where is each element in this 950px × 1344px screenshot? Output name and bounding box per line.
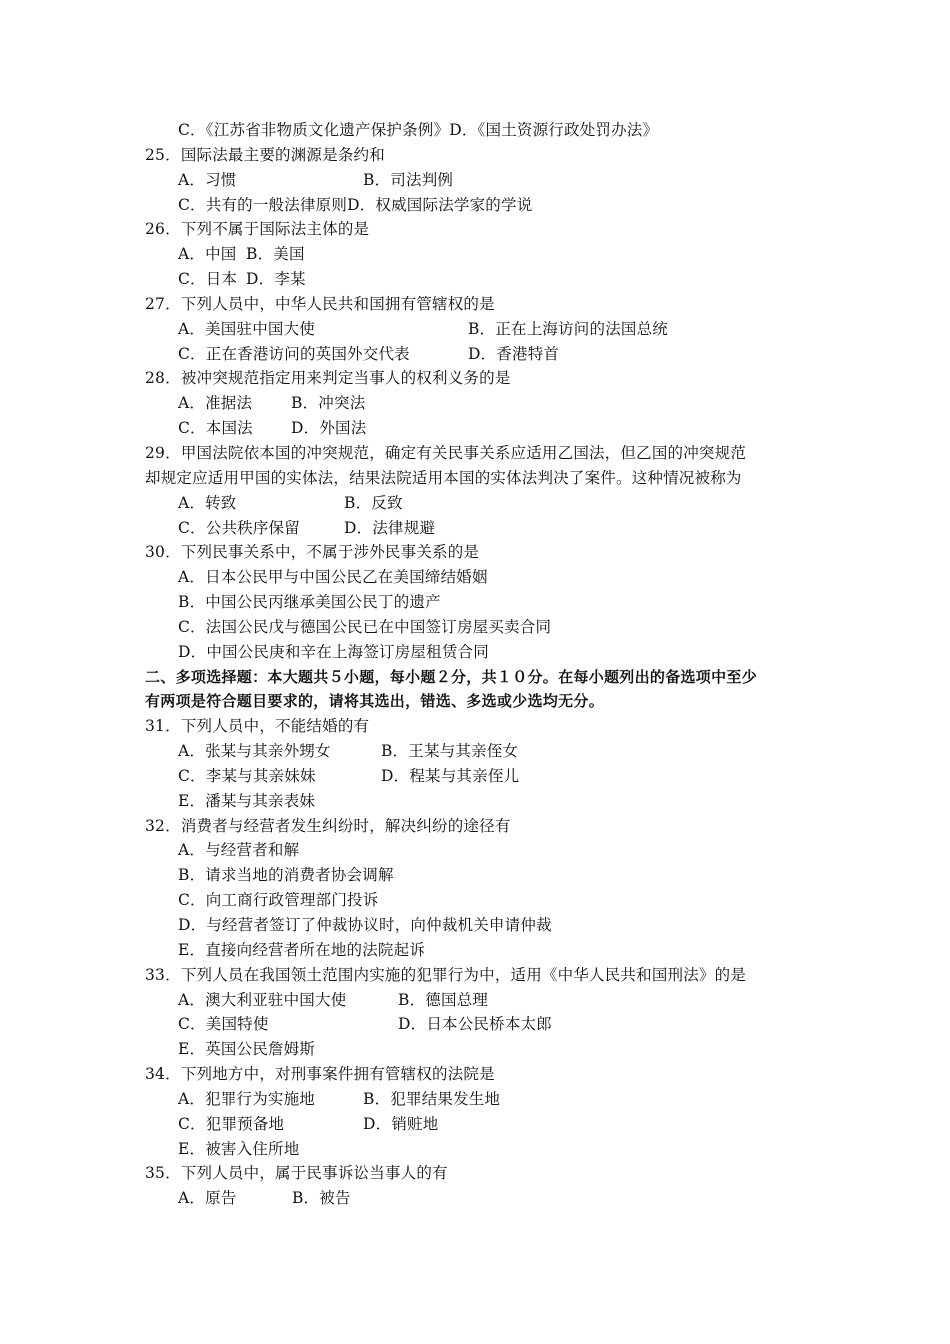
section-2-heading-line-2: 有两项是符合题目要求的，请将其选出，错选、多选或少选均无分。 — [145, 692, 605, 711]
q31-option-b: B．王某与其亲侄女 — [381, 742, 519, 761]
question-31-options-cd — [0, 764, 950, 789]
question-26-options-ab — [0, 242, 950, 267]
q26-option-d: D．李某 — [246, 270, 306, 289]
question-26-options-cd — [0, 267, 950, 292]
question-34-options-ab — [0, 1087, 950, 1112]
question-25-options-cd — [0, 193, 950, 218]
question-35-options-ab — [0, 1186, 950, 1211]
q27-option-d: D．香港特首 — [468, 344, 560, 363]
question-26-stem: 26．下列不属于国际法主体的是 — [145, 220, 370, 239]
q30-option-d: D．中国公民庚和辛在上海签订房屋租赁合同 — [178, 642, 489, 661]
q33-option-b: B．德国总理 — [398, 990, 489, 1009]
q33-option-e: E．英国公民詹姆斯 — [178, 1040, 316, 1059]
question-33-options-cd — [0, 1012, 950, 1037]
question-28-options-cd — [0, 416, 950, 441]
q33-option-d: D．日本公民桥本太郎 — [398, 1015, 552, 1034]
q33-option-c: C．美国特使 — [178, 1015, 269, 1034]
q29-option-c: C．公共秩序保留 — [178, 518, 300, 537]
q27-option-c: C．正在香港访问的英国外交代表 — [178, 344, 410, 363]
q25-option-d: D．权威国际法学家的学说 — [347, 195, 533, 214]
q28-option-d: D．外国法 — [291, 419, 367, 438]
q30-option-a: A．日本公民甲与中国公民乙在美国缔结婚姻 — [178, 568, 488, 587]
question-33-options-ab — [0, 988, 950, 1013]
q27-option-b: B．正在上海访问的法国总统 — [468, 319, 668, 338]
question-35-stem: 35．下列人员中，属于民事诉讼当事人的有 — [145, 1164, 448, 1183]
question-29-stem-line-1: 29．甲国法院依本国的冲突规范，确定有关民事关系应适用乙国法，但乙国的冲突规范 — [145, 443, 747, 462]
question-33-stem: 33．下列人员在我国领土范围内实施的犯罪行为中，适用《中华人民共和国刑法》的是 — [145, 965, 747, 984]
q24-option-d: D．《国土资源行政处罚办法》 — [449, 121, 659, 139]
q24-option-c: C．《江苏省非物质文化遗产保护条例》 — [178, 121, 450, 139]
question-29-stem-line-2: 却规定应适用甲国的实体法，结果法院适用本国的实体法判决了案件。这种情况被称为 — [145, 468, 742, 487]
q34-option-a: A．犯罪行为实施地 — [178, 1089, 315, 1108]
q32-option-d: D．与经营者签订了仲裁协议时，向仲裁机关申请仲裁 — [178, 916, 552, 934]
q26-option-c: C．日本 — [178, 270, 238, 289]
question-32-stem: 32．消费者与经营者发生纠纷时，解决纠纷的途径有 — [145, 816, 511, 835]
q29-option-a: A．转致 — [178, 493, 237, 512]
question-24-options-cd — [0, 118, 950, 143]
question-28-options-ab — [0, 391, 950, 416]
q31-option-a: A．张某与其亲外甥女 — [178, 742, 331, 761]
question-28-stem: 28．被冲突规范指定用来判定当事人的权利义务的是 — [145, 369, 511, 388]
q34-option-d: D．销赃地 — [363, 1114, 439, 1133]
q32-option-c: C．向工商行政管理部门投诉 — [178, 891, 379, 910]
q31-option-c: C．李某与其亲妹妹 — [178, 766, 316, 785]
question-25-stem: 25．国际法最主要的渊源是条约和 — [145, 145, 385, 164]
q34-option-e: E．被害入住所地 — [178, 1139, 300, 1158]
q33-option-a: A．澳大利亚驻中国大使 — [178, 990, 347, 1009]
question-34-stem: 34．下列地方中，对刑事案件拥有管辖权的法院是 — [145, 1065, 495, 1084]
section-2-heading-line-1: 二、多项选择题：本大题共５小题，每小题２分，共１０分。在每小题列出的备选项中至少 — [145, 667, 758, 686]
q32-option-b: B．请求当地的消费者协会调解 — [178, 866, 394, 885]
question-31-stem: 31．下列人员中，不能结婚的有 — [145, 717, 370, 736]
q29-option-d: D．法律规避 — [344, 518, 436, 537]
q29-option-b: B．反致 — [344, 493, 403, 512]
q26-option-a: A．中国 — [178, 245, 237, 264]
exam-page — [0, 118, 950, 1211]
q30-option-b: B．中国公民丙继承美国公民丁的遗产 — [178, 593, 441, 612]
q32-option-e: E．直接向经营者所在地的法院起诉 — [178, 940, 426, 959]
q31-option-e: E．潘某与其亲表妹 — [178, 791, 316, 810]
q25-option-c: C．共有的一般法律原则 — [178, 195, 348, 214]
question-31-options-ab — [0, 739, 950, 764]
q32-option-a: A．与经营者和解 — [178, 841, 300, 860]
question-27-options-ab — [0, 317, 950, 342]
question-30-stem: 30．下列民事关系中，不属于涉外民事关系的是 — [145, 543, 480, 562]
q26-option-b: B．美国 — [246, 245, 305, 264]
q30-option-c: C．法国公民戊与德国公民已在中国签订房屋买卖合同 — [178, 617, 552, 636]
q28-option-b: B．冲突法 — [291, 394, 366, 413]
q35-option-b: B．被告 — [292, 1189, 351, 1208]
q27-option-a: A．美国驻中国大使 — [178, 319, 315, 338]
question-29-options-cd — [0, 516, 950, 541]
question-27-options-cd — [0, 342, 950, 367]
question-25-options-ab — [0, 168, 950, 193]
question-27-stem: 27．下列人员中，中华人民共和国拥有管辖权的是 — [145, 294, 495, 313]
q35-option-a: A．原告 — [178, 1189, 237, 1208]
q34-option-b: B．犯罪结果发生地 — [363, 1089, 501, 1108]
q28-option-c: C．本国法 — [178, 419, 253, 438]
q34-option-c: C．犯罪预备地 — [178, 1114, 285, 1133]
q25-option-b: B．司法判例 — [363, 170, 454, 189]
q31-option-d: D．程某与其亲侄儿 — [381, 766, 520, 785]
q25-option-a: A．习惯 — [178, 170, 237, 189]
question-34-options-cd — [0, 1112, 950, 1137]
question-29-options-ab — [0, 491, 950, 516]
q28-option-a: A．准据法 — [178, 394, 253, 413]
